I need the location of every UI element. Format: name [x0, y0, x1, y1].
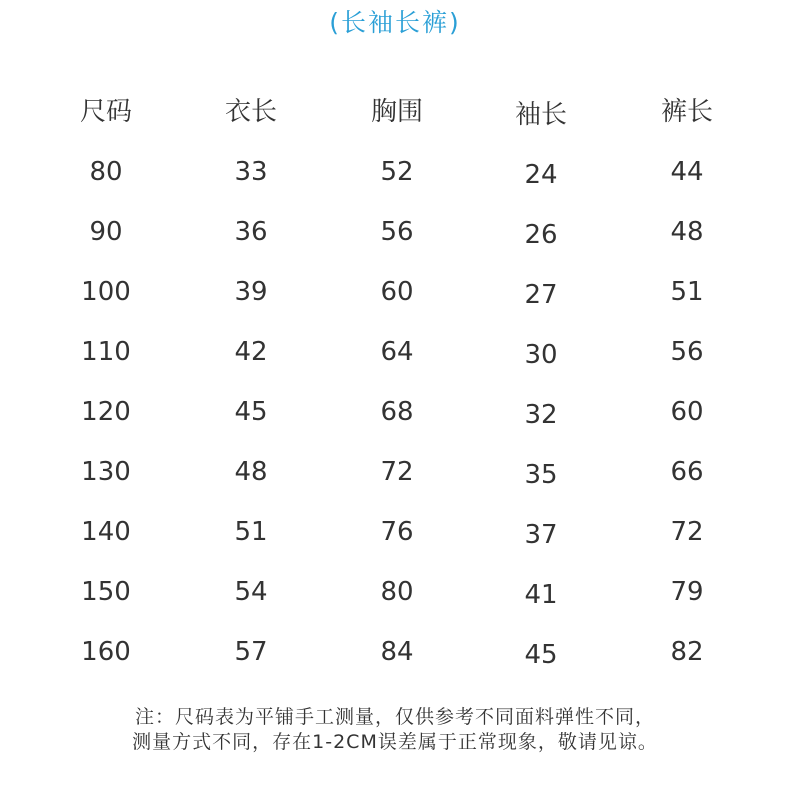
- page-title: (长袖长裤): [329, 8, 461, 37]
- size-cell: 110: [81, 337, 131, 367]
- sleeve-length-cell: 37: [524, 520, 558, 550]
- top-length-cell: 36: [234, 217, 268, 247]
- chest-cell: 64: [380, 337, 414, 367]
- size-cell: 140: [81, 517, 131, 547]
- top-length-cell: 45: [234, 397, 268, 427]
- top-length-cell: 39: [234, 277, 268, 307]
- pants-length-cell: 51: [670, 277, 704, 307]
- top-length-cell: 57: [234, 637, 268, 667]
- size-cell: 150: [81, 577, 131, 607]
- chest-cell: 80: [380, 577, 414, 607]
- size-cell: 130: [81, 457, 131, 487]
- top-length-cell: 51: [234, 517, 268, 547]
- chest-cell: 52: [380, 157, 414, 187]
- sleeve-length-cell: 30: [524, 340, 558, 370]
- size-cell: 90: [89, 217, 123, 247]
- header-size: 尺码: [79, 97, 132, 127]
- header-sleeve-length: 袖长: [514, 100, 567, 130]
- chest-cell: 60: [380, 277, 414, 307]
- pants-length-cell: 82: [670, 637, 704, 667]
- chest-cell: 56: [380, 217, 414, 247]
- size-cell: 160: [81, 637, 131, 667]
- sleeve-length-cell: 32: [524, 400, 558, 430]
- pants-length-cell: 60: [670, 397, 704, 427]
- pants-length-cell: 48: [670, 217, 704, 247]
- header-pants-length: 裤长: [660, 97, 713, 127]
- size-cell: 120: [81, 397, 131, 427]
- chest-cell: 76: [380, 517, 414, 547]
- size-cell: 80: [89, 157, 123, 187]
- header-chest: 胸围: [370, 97, 423, 127]
- sleeve-length-cell: 41: [524, 580, 558, 610]
- top-length-cell: 48: [234, 457, 268, 487]
- chest-cell: 68: [380, 397, 414, 427]
- note-line-1: 注：尺码表为平铺手工测量，仅供参考不同面料弹性不同，: [134, 706, 655, 728]
- pants-length-cell: 56: [670, 337, 704, 367]
- note-line-2: 测量方式不同，存在1-2CM误差属于正常现象，敬请见谅。: [132, 731, 658, 753]
- chest-cell: 84: [380, 637, 414, 667]
- size-cell: 100: [81, 277, 131, 307]
- sleeve-length-cell: 35: [524, 460, 558, 490]
- header-top-length: 衣长: [224, 97, 277, 127]
- sleeve-length-cell: 26: [524, 220, 558, 250]
- top-length-cell: 54: [234, 577, 268, 607]
- sleeve-length-cell: 27: [524, 280, 558, 310]
- pants-length-cell: 79: [670, 577, 704, 607]
- top-length-cell: 33: [234, 157, 268, 187]
- top-length-cell: 42: [234, 337, 268, 367]
- sleeve-length-cell: 24: [524, 160, 558, 190]
- pants-length-cell: 66: [670, 457, 704, 487]
- chest-cell: 72: [380, 457, 414, 487]
- pants-length-cell: 44: [670, 157, 704, 187]
- sleeve-length-cell: 45: [524, 640, 558, 670]
- pants-length-cell: 72: [670, 517, 704, 547]
